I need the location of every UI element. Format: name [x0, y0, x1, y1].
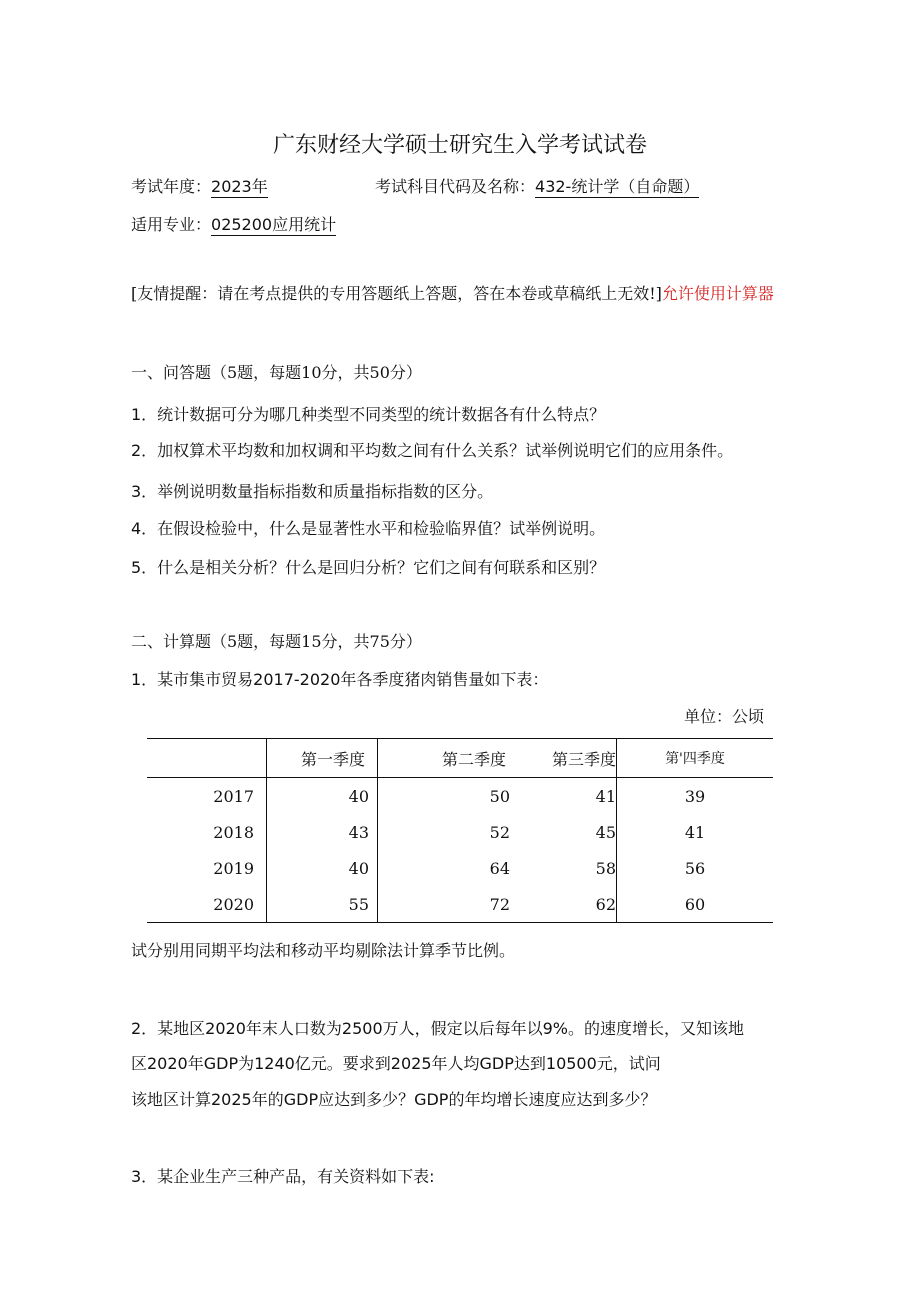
table-cell: 43 [267, 814, 378, 850]
calc-question-3: 3．某企业生产三种产品，有关资料如下表: [131, 1167, 435, 1186]
table-cell: 52 [489, 822, 510, 842]
table-cell: 41 [518, 778, 617, 815]
table-cell: 2018 [147, 814, 267, 850]
table-cell: 60 [617, 886, 774, 923]
exam-major-label: 适用专业： [131, 215, 212, 234]
question-2: 2．加权算术平均数和加权调和平均数之间有什么关系？试举例说明它们的应用条件。 [131, 441, 734, 460]
table-cell: 2020 [147, 886, 267, 923]
calc-question-1: 1．某市集市贸易2017-2020年各季度猪肉销售量如下表： [131, 670, 549, 689]
section2-heading: 二、计算题（5题，每题15分，共75分） [131, 632, 422, 651]
table-unit: 单位：公顷 [684, 707, 765, 726]
table-cell: 56 [684, 858, 706, 878]
table-cell: 40 [267, 778, 378, 815]
table-cell: 2019 [147, 850, 267, 886]
exam-year-label: 考试年度： [131, 177, 212, 196]
exam-year-value: 2023年 [211, 177, 268, 196]
table-header-row [147, 739, 773, 778]
table-header-cell: 第三季度 [518, 739, 617, 778]
table-cell: 2017 [147, 778, 267, 815]
exam-title: 广东财经大学硕士研究生入学考试试卷 [272, 133, 647, 158]
question-5: 5．什么是相关分析？什么是回归分析？它们之间有何联系和区别？ [131, 558, 606, 577]
calc-question-2-line-1: 2．某地区2020年末人口数为2500万人，假定以后每年以9%。的速度增长，又知该地 [131, 1019, 745, 1038]
table-header-cell [147, 739, 267, 778]
table-row [147, 886, 773, 923]
table-header-cell: 第二季度 [378, 739, 519, 778]
exam-subject-label: 考试科目代码及名称： [375, 177, 536, 196]
section1-heading: 一、问答题（5题，每题10分，共50分） [131, 363, 422, 382]
exam-subject-value: 432-统计学（自命题） [535, 177, 700, 196]
table-cell: 55 [267, 886, 378, 923]
table-row [147, 814, 773, 850]
table-cell: 58 [518, 850, 617, 886]
exam-major-value: 025200应用统计 [211, 215, 337, 234]
exam-subject [375, 174, 699, 197]
table-cell: 62 [518, 886, 617, 923]
exam-year [131, 174, 268, 197]
calc-question-2-line-3: 该地区计算2025年的GDP应达到多少？GDP的年均增长速度应达到多少？ [131, 1090, 657, 1109]
notice-text: [友情提醒：请在考点提供的专用答题纸上答题，答在本卷或草稿纸上无效!] [131, 284, 662, 303]
table-cell: 64 [489, 858, 510, 878]
table-cell: 40 [267, 850, 378, 886]
sales-table [147, 738, 773, 923]
table-row [147, 850, 773, 886]
exam-major [131, 212, 336, 235]
table-cell: 45 [518, 814, 617, 850]
question-3: 3．举例说明数量指标指数和质量指标指数的区分。 [131, 482, 494, 501]
question-4: 4．在假设检验中，什么是显著性水平和检验临界值？试举例说明。 [131, 519, 606, 538]
table-cell: 50 [489, 786, 510, 806]
notice [131, 276, 796, 312]
calculator-allowed-note: 允许使用计算器 [661, 284, 774, 303]
table-cell: 72 [378, 886, 519, 923]
table-row [147, 778, 773, 815]
table-cell: 39 [684, 786, 706, 806]
calc-question-1-task: 试分别用同期平均法和移动平均剔除法计算季节比例。 [131, 941, 516, 960]
table-header-cell: 第'四季度 [617, 739, 774, 778]
question-1: 1．统计数据可分为哪几种类型不同类型的统计数据各有什么特点？ [131, 405, 606, 424]
table-header-cell: 第一季度 [267, 739, 378, 778]
calc-question-2-line-2: 区2020年GDP为1240亿元。要求到2025年人均GDP达到10500元，试问 [131, 1054, 661, 1073]
table-cell: 41 [684, 822, 706, 842]
